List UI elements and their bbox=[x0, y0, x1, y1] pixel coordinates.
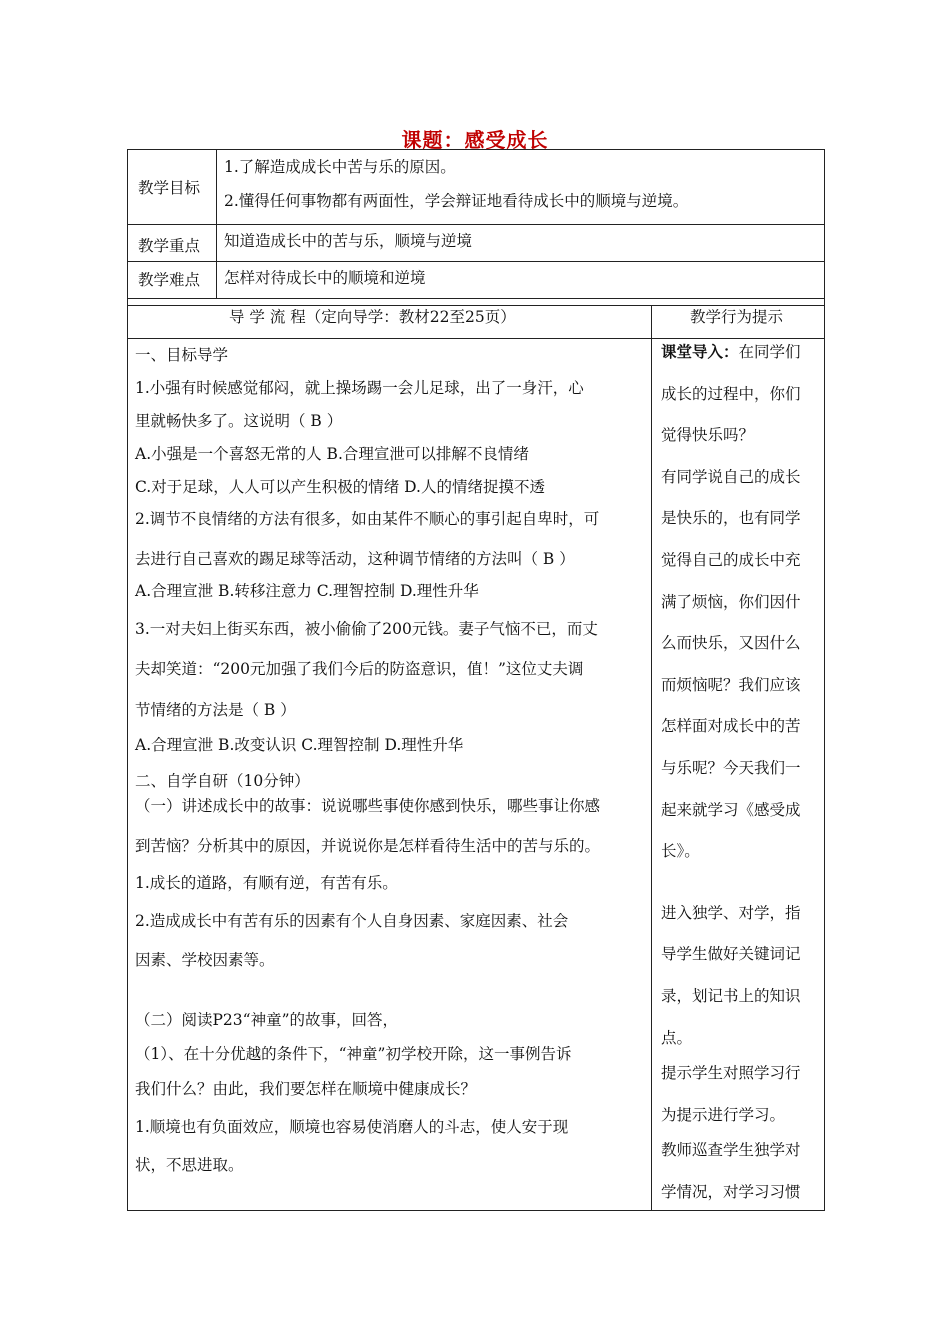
hint-line: 教师巡查学生独学对 bbox=[661, 1141, 801, 1160]
flow-content bbox=[135, 333, 645, 1175]
row-divider bbox=[127, 261, 825, 262]
section-title: 二、自学自研（10分钟） bbox=[135, 772, 310, 790]
question-text: 2.调节不良情绪的方法有很多，如由某件不顺心的事引起自卑时，可 bbox=[135, 510, 600, 528]
question-text: 去进行自己喜欢的踢足球等活动，这种调节情绪的方法叫（ B ） bbox=[135, 550, 575, 568]
goal-label: 教学目标 bbox=[138, 179, 201, 197]
question-text: 里就畅快多了。这说明（ B ） bbox=[135, 412, 343, 430]
question-options: A.小强是一个喜怒无常的人 B.合理宣泄可以排解不良情绪 bbox=[135, 445, 529, 463]
hint-line: 觉得自己的成长中充 bbox=[661, 550, 801, 569]
hint-line: 点。 bbox=[661, 1028, 693, 1047]
difficulty-text: 怎样对待成长中的顺境和逆境 bbox=[224, 269, 426, 287]
hint-line: 起来就学习《感受成 bbox=[661, 800, 801, 819]
flow-column-header: 导 学 流 程（定向导学：教材22至25页） bbox=[229, 308, 516, 326]
column-divider bbox=[651, 305, 652, 1211]
prompt-text: （一）讲述成长中的故事：说说哪些事使你感到快乐，哪些事让你感 bbox=[135, 797, 601, 815]
question-text: 1.小强有时候感觉郁闷，就上操场踢一会儿足球，出了一身汗，心 bbox=[135, 379, 584, 397]
question-text: 节情绪的方法是（ B ） bbox=[135, 701, 296, 719]
hint-line: 有同学说自己的成长 bbox=[661, 467, 801, 486]
section-title: 一、目标导学 bbox=[135, 346, 229, 364]
hint-line: 在同学们 bbox=[738, 343, 801, 361]
hint-line: 为提示进行学习。 bbox=[661, 1105, 786, 1124]
key-point-label: 教学重点 bbox=[138, 237, 201, 255]
prompt-text: 我们什么？由此，我们要怎样在顺境中健康成长？ bbox=[135, 1080, 477, 1098]
question-options: A.合理宣泄 B.转移注意力 C.理智控制 D.理性升华 bbox=[135, 582, 479, 600]
prompt-text: （二）阅读P23“神童”的故事，回答， bbox=[135, 1011, 399, 1029]
hint-line: 满了烦恼，你们因什 bbox=[661, 592, 801, 611]
intro-label: 课堂导入： bbox=[661, 343, 739, 361]
answer-text: 1.成长的道路，有顺有逆，有苦有乐。 bbox=[135, 874, 398, 892]
answer-text: 1.顺境也有负面效应，顺境也容易使消磨人的斗志，使人安于现 bbox=[135, 1118, 569, 1136]
goal-item-1: 1.了解造成成长中苦与乐的原因。 bbox=[224, 158, 456, 176]
question-options: A.合理宣泄 B.改变认识 C.理智控制 D.理性升华 bbox=[135, 736, 464, 754]
prompt-text: （1）、在十分优越的条件下，“神童”初学校开除，这一事例告诉 bbox=[135, 1045, 572, 1063]
column-divider bbox=[216, 149, 217, 298]
hint-line: 觉得快乐吗？ bbox=[661, 426, 755, 445]
hint-content bbox=[661, 338, 821, 1202]
answer-text: 状，不思进取。 bbox=[135, 1156, 244, 1174]
row-divider bbox=[127, 298, 825, 299]
hint-line: 提示学生对照学习行 bbox=[661, 1064, 801, 1083]
hint-line: 学情况，对学习习惯 bbox=[661, 1182, 801, 1201]
hint-line: 么而快乐，又因什么 bbox=[661, 634, 801, 653]
hint-line: 怎样面对成长中的苦 bbox=[661, 717, 801, 736]
row-divider bbox=[127, 224, 825, 225]
key-point-text: 知道造成长中的苦与乐，顺境与逆境 bbox=[224, 232, 473, 250]
difficulty-label: 教学难点 bbox=[138, 271, 201, 289]
hint-line: 导学生做好关键词记 bbox=[661, 945, 801, 964]
hint-line: 长》。 bbox=[661, 842, 700, 861]
question-options: C.对于足球，人人可以产生积极的情绪 D.人的情绪捉摸不透 bbox=[135, 478, 545, 496]
goal-item-2: 2.懂得任何事物都有两面性，学会辩证地看待成长中的顺境与逆境。 bbox=[224, 192, 689, 210]
answer-text: 因素、学校因素等。 bbox=[135, 951, 275, 969]
hint-column-header: 教学行为提示 bbox=[690, 308, 784, 326]
hint-line: 而烦恼呢？我们应该 bbox=[661, 675, 801, 694]
hint-line: 是快乐的，也有同学 bbox=[661, 509, 801, 528]
question-text: 3.一对夫妇上街买东西，被小偷偷了200元钱。妻子气恼不已，而丈 bbox=[135, 620, 598, 638]
hint-line: 进入独学、对学，指 bbox=[661, 903, 801, 922]
page-title: 课题：感受成长 bbox=[401, 128, 549, 152]
question-text: 夫却笑道：“200元加强了我们今后的防盗意识，值！”这位丈夫调 bbox=[135, 660, 584, 678]
hint-line: 成长的过程中，你们 bbox=[661, 384, 801, 403]
prompt-text: 到苦恼？分析其中的原因，并说说你是怎样看待生活中的苦与乐的。 bbox=[135, 837, 601, 855]
answer-text: 2.造成成长中有苦有乐的因素有个人自身因素、家庭因素、社会 bbox=[135, 912, 569, 930]
hint-line: 录，划记书上的知识 bbox=[661, 986, 801, 1005]
hint-line: 与乐呢？今天我们一 bbox=[661, 758, 801, 777]
